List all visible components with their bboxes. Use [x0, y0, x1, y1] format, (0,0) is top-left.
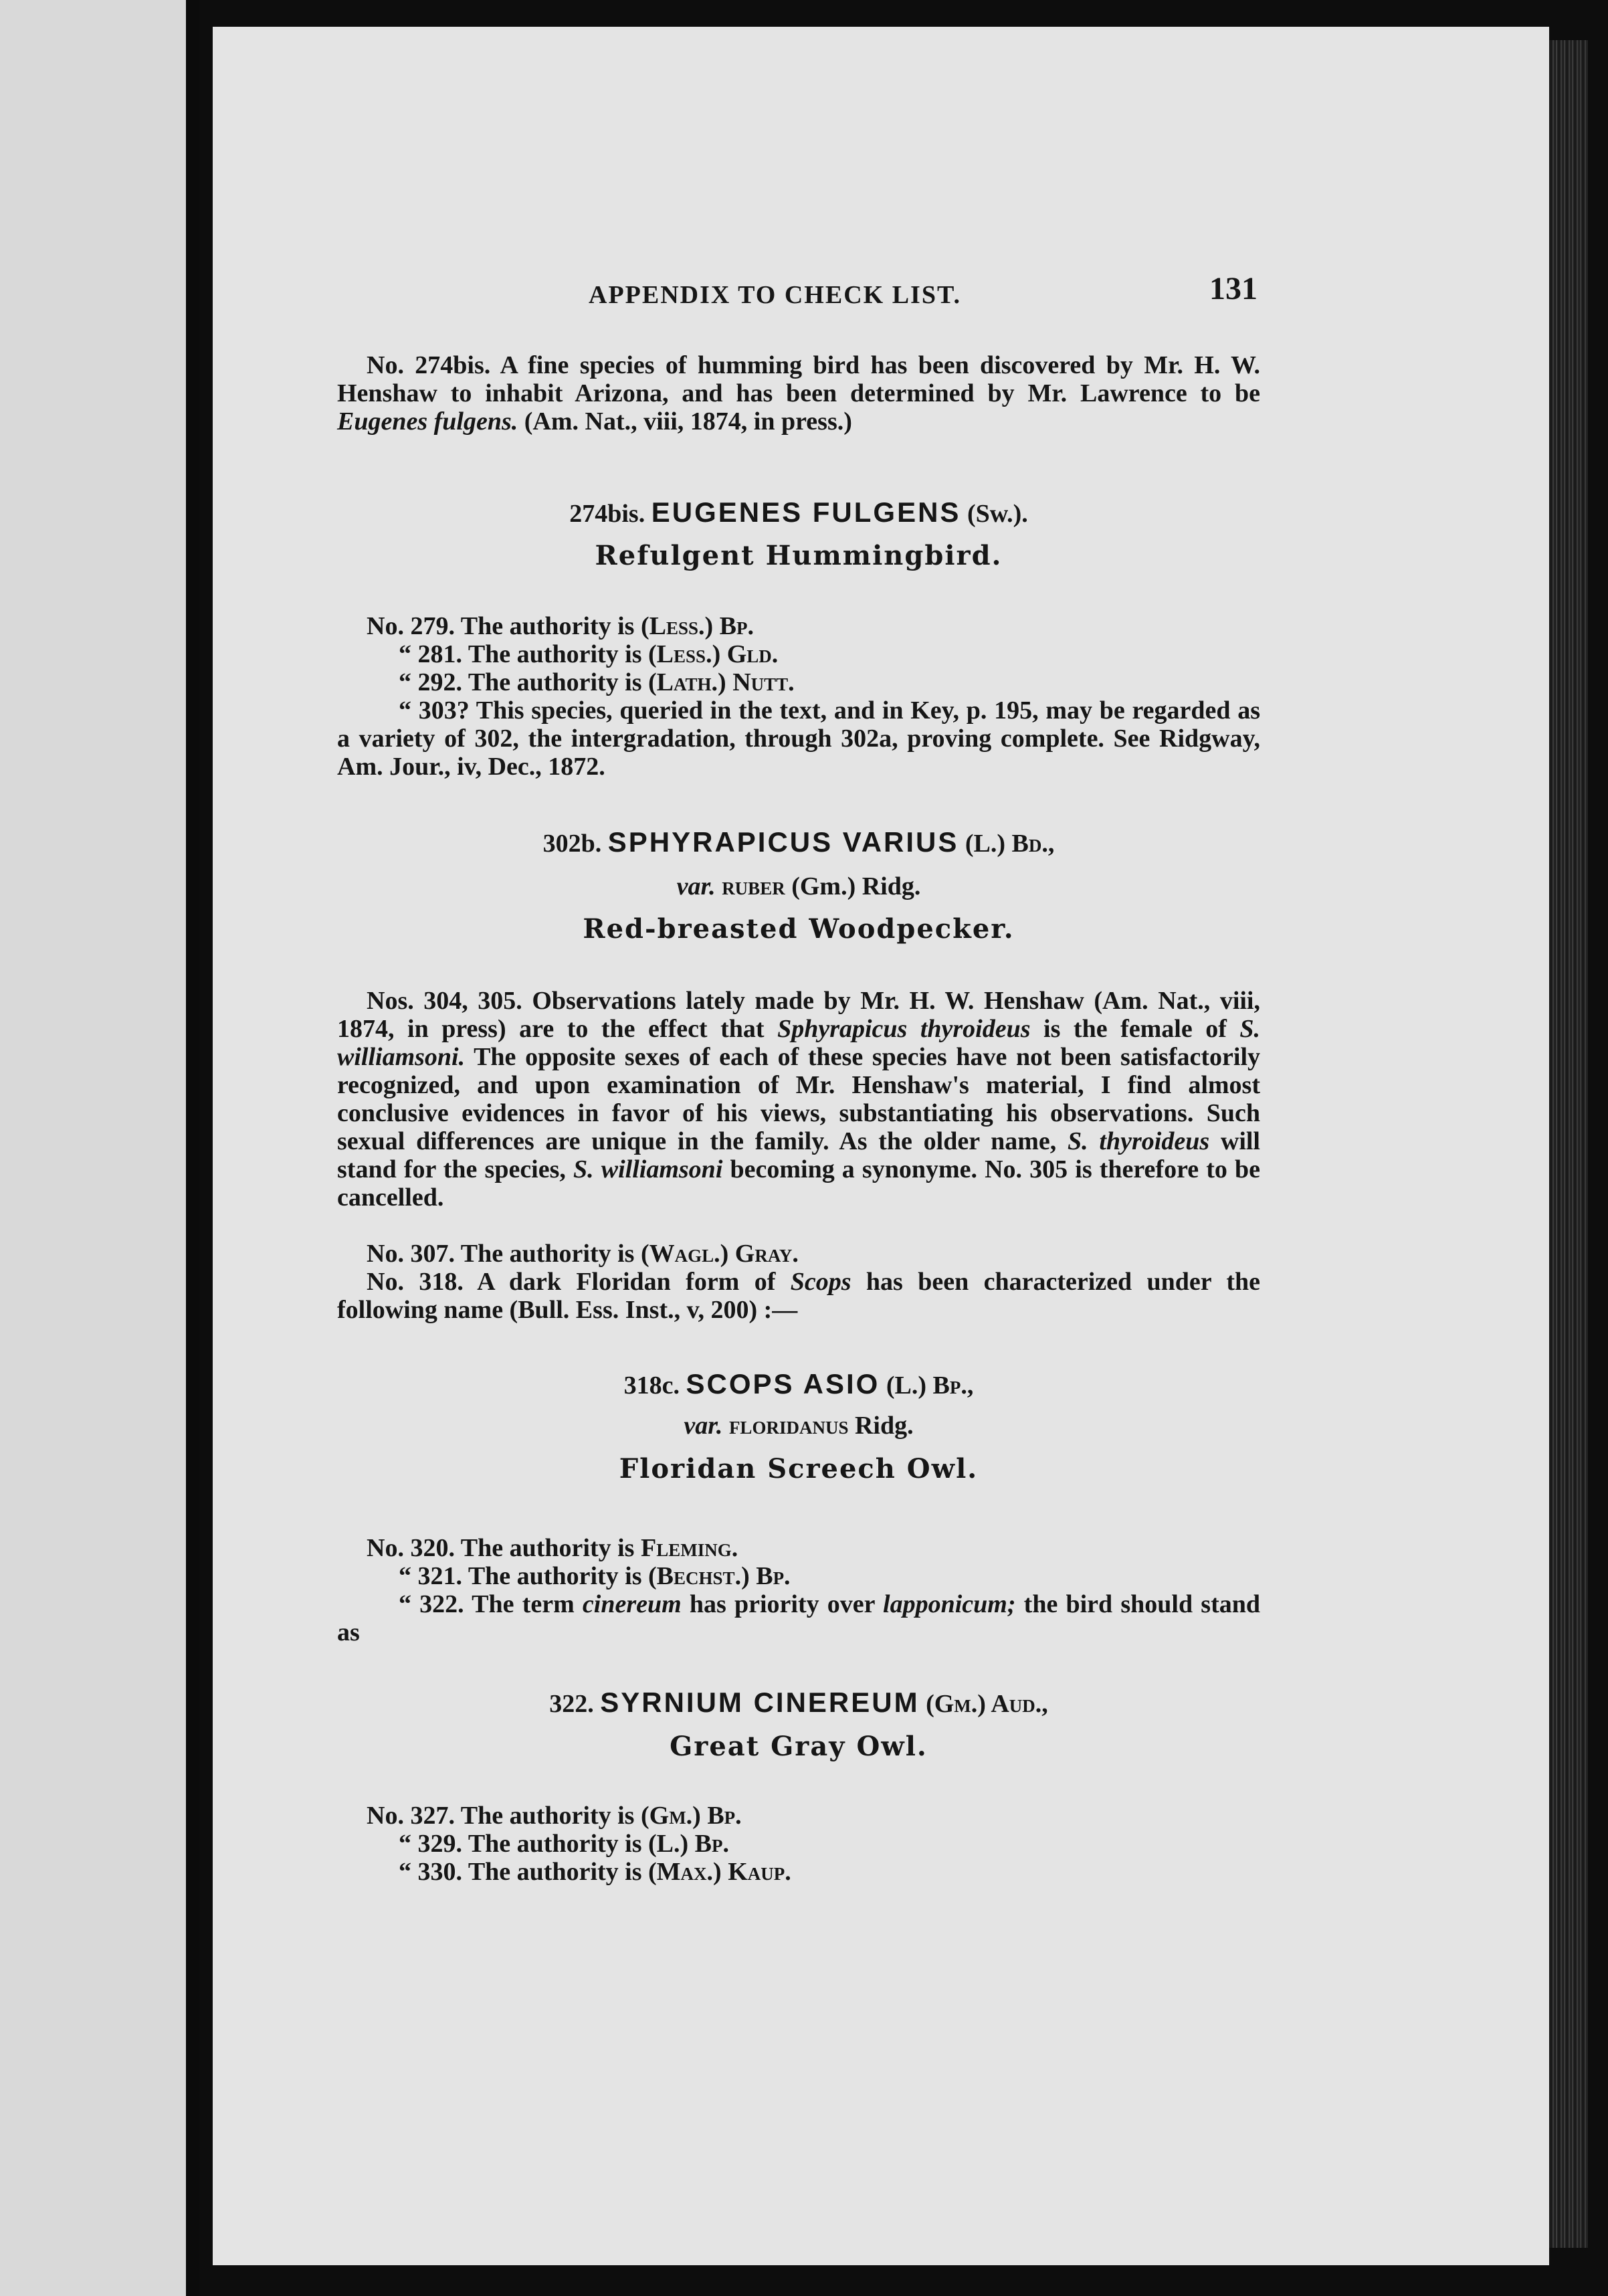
paragraph-text: A fine species of humming bird has been discovered by Mr. H. W. Henshaw to inhabit Arizona, and has been determined by Mr. Lawrence to be — [337, 351, 1261, 407]
var-label: var. — [676, 872, 716, 900]
common-name-322: Great Gray Owl. — [670, 1731, 928, 1762]
common-name-318c: Floridan Screech Owl. — [619, 1453, 979, 1485]
note-number: No. 279. — [367, 612, 455, 640]
paragraph-text: (Am. Nat., viii, 1874, in press.) — [518, 407, 852, 436]
page-stack-edge — [1549, 40, 1588, 2248]
note-text: The term — [464, 1590, 583, 1618]
note-line — [337, 1830, 1260, 1858]
paragraph-text: becoming a synonyme. No. 305 is therefore to be cancelled. — [337, 1155, 1260, 1212]
common-name-302b: Red-breasted Woodpecker. — [583, 913, 1015, 945]
paragraph-text: will stand for the species, — [337, 1127, 1260, 1183]
species-authority: (L.) Bd., — [965, 830, 1055, 858]
variety-authority: (Gm.) Ridg. — [791, 872, 921, 900]
species-authority: (L.) Bp., — [886, 1371, 974, 1400]
note-text: The authority is — [468, 1830, 649, 1858]
species-name: SYRNIUM CINEREUM — [600, 1687, 920, 1718]
paragraph-text: is the female of — [1030, 1015, 1240, 1043]
note-authority: (Wagl.) Gray. — [640, 1240, 799, 1268]
variety-authority: Ridg. — [854, 1412, 914, 1440]
italic-taxon: Scops — [790, 1268, 851, 1296]
paragraph-304-305 — [337, 987, 1260, 1212]
notes-block-a — [337, 612, 1260, 696]
notes-block-b — [337, 1534, 1260, 1590]
entry-number: No. 274bis. — [367, 351, 491, 379]
species-authority: (Gm.) Aud., — [926, 1690, 1048, 1718]
note-authority: (Bechst.) Bp. — [648, 1562, 791, 1590]
species-heading-302b — [337, 828, 1260, 858]
note-text: The authority is — [468, 1858, 649, 1886]
italic-term: cinereum — [582, 1590, 682, 1618]
variety-line-302b — [337, 872, 1260, 900]
paragraph-text: Observations lately made by Mr. H. W. Henshaw (Am. Nat., viii, 1874, in press) are to the effect that — [337, 987, 1260, 1043]
species-heading-322 — [337, 1689, 1260, 1718]
note-line — [337, 612, 1260, 640]
species-name: EUGENES FULGENS — [651, 496, 961, 528]
note-line — [337, 1802, 1260, 1830]
entry-number: No. 318. — [367, 1268, 464, 1296]
note-text: The authority is — [460, 1240, 641, 1268]
italic-taxon: Eugenes fulgens. — [337, 407, 518, 436]
note-307 — [337, 1240, 1290, 1268]
variety-line-318c — [337, 1412, 1260, 1440]
paragraph-text: A dark Floridan form of — [463, 1268, 791, 1296]
note-line — [337, 668, 1260, 696]
italic-term: lapponicum; — [883, 1590, 1016, 1618]
note-text: The authority is — [468, 668, 649, 696]
paragraph-318 — [337, 1268, 1260, 1324]
italic-taxon: Sphyrapicus thyroideus — [777, 1015, 1031, 1043]
species-heading-274bis — [337, 498, 1260, 528]
note-line — [337, 1562, 1260, 1590]
species-name: SCOPS ASIO — [686, 1368, 880, 1400]
italic-taxon: S. williamsoni. — [337, 1015, 1260, 1071]
var-label: var. — [684, 1412, 723, 1440]
note-text: The authority is — [468, 1562, 649, 1590]
paragraph-text: has been characterized under the following name (Bull. Ess. Inst., v, 200) :— — [337, 1268, 1260, 1324]
note-number: “ 322. — [399, 1590, 464, 1618]
note-authority: Fleming. — [640, 1534, 738, 1562]
note-number: “ 329. — [399, 1830, 462, 1858]
variety-name: floridanus — [728, 1412, 849, 1440]
note-303: “ 303? This species, queried in the text, and in Key, p. 195, may be regarded as a variety of 302, the intergradation, through 302a, proving complete. See Ridgway, Am. Jour., iv, Dec., 1872. — [337, 696, 1260, 781]
note-text: has priority over — [681, 1590, 884, 1618]
species-name: SPHYRAPICUS VARIUS — [607, 826, 959, 858]
note-number: “ 321. — [399, 1562, 462, 1590]
note-number: No. 307. — [367, 1240, 455, 1268]
paragraph-text: The opposite sexes of each of these species have not been satisfactorily recognized, and upon examination of Mr. Henshaw's material, I find almost conclusive evidences in favor of his views, substantiating his observations. Such sexual differences are unique in the family. As the older name, — [337, 1043, 1260, 1155]
note-number: “ 330. — [399, 1858, 462, 1886]
note-authority: (Lath.) Nutt. — [648, 668, 795, 696]
note-authority: (Gm.) Bp. — [640, 1802, 742, 1830]
note-number: No. 320. — [367, 1534, 455, 1562]
note-number: No. 327. — [367, 1802, 455, 1830]
species-number: 302b. — [542, 830, 602, 858]
note-text: The authority is — [460, 1802, 641, 1830]
note-text: the bird should stand as — [337, 1590, 1260, 1646]
note-text: The authority is — [460, 612, 641, 640]
note-number: “ 292. — [399, 668, 462, 696]
note-322 — [337, 1590, 1260, 1646]
page-number: 131 — [1209, 271, 1258, 306]
note-text: The authority is — [460, 1534, 641, 1562]
note-authority: (Less.) Bp. — [640, 612, 755, 640]
species-number: 318c. — [623, 1371, 680, 1400]
facing-page-edge — [0, 0, 186, 2296]
note-line — [337, 1858, 1260, 1886]
note-authority: (Less.) Gld. — [648, 640, 779, 668]
running-title: APPENDIX TO CHECK LIST. — [589, 281, 961, 309]
note-text: The authority is — [468, 640, 649, 668]
note-line — [337, 640, 1260, 668]
notes-block-c — [337, 1802, 1260, 1886]
note-authority: (L.) Bp. — [648, 1830, 730, 1858]
common-name-274bis: Refulgent Hummingbird. — [595, 540, 1003, 571]
species-heading-318c — [337, 1370, 1260, 1400]
entry-number: Nos. 304, 305. — [367, 987, 522, 1015]
note-line — [337, 1534, 1260, 1562]
variety-name: ruber — [722, 872, 785, 900]
species-number: 274bis. — [569, 500, 645, 528]
note-number: “ 281. — [399, 640, 462, 668]
species-number: 322. — [549, 1690, 594, 1718]
italic-taxon: S. williamsoni — [573, 1155, 723, 1183]
paragraph-274bis — [337, 351, 1260, 436]
italic-taxon: S. thyroideus — [1068, 1127, 1210, 1155]
species-authority: (Sw.). — [967, 500, 1028, 528]
note-authority: (Max.) Kaup. — [648, 1858, 791, 1886]
